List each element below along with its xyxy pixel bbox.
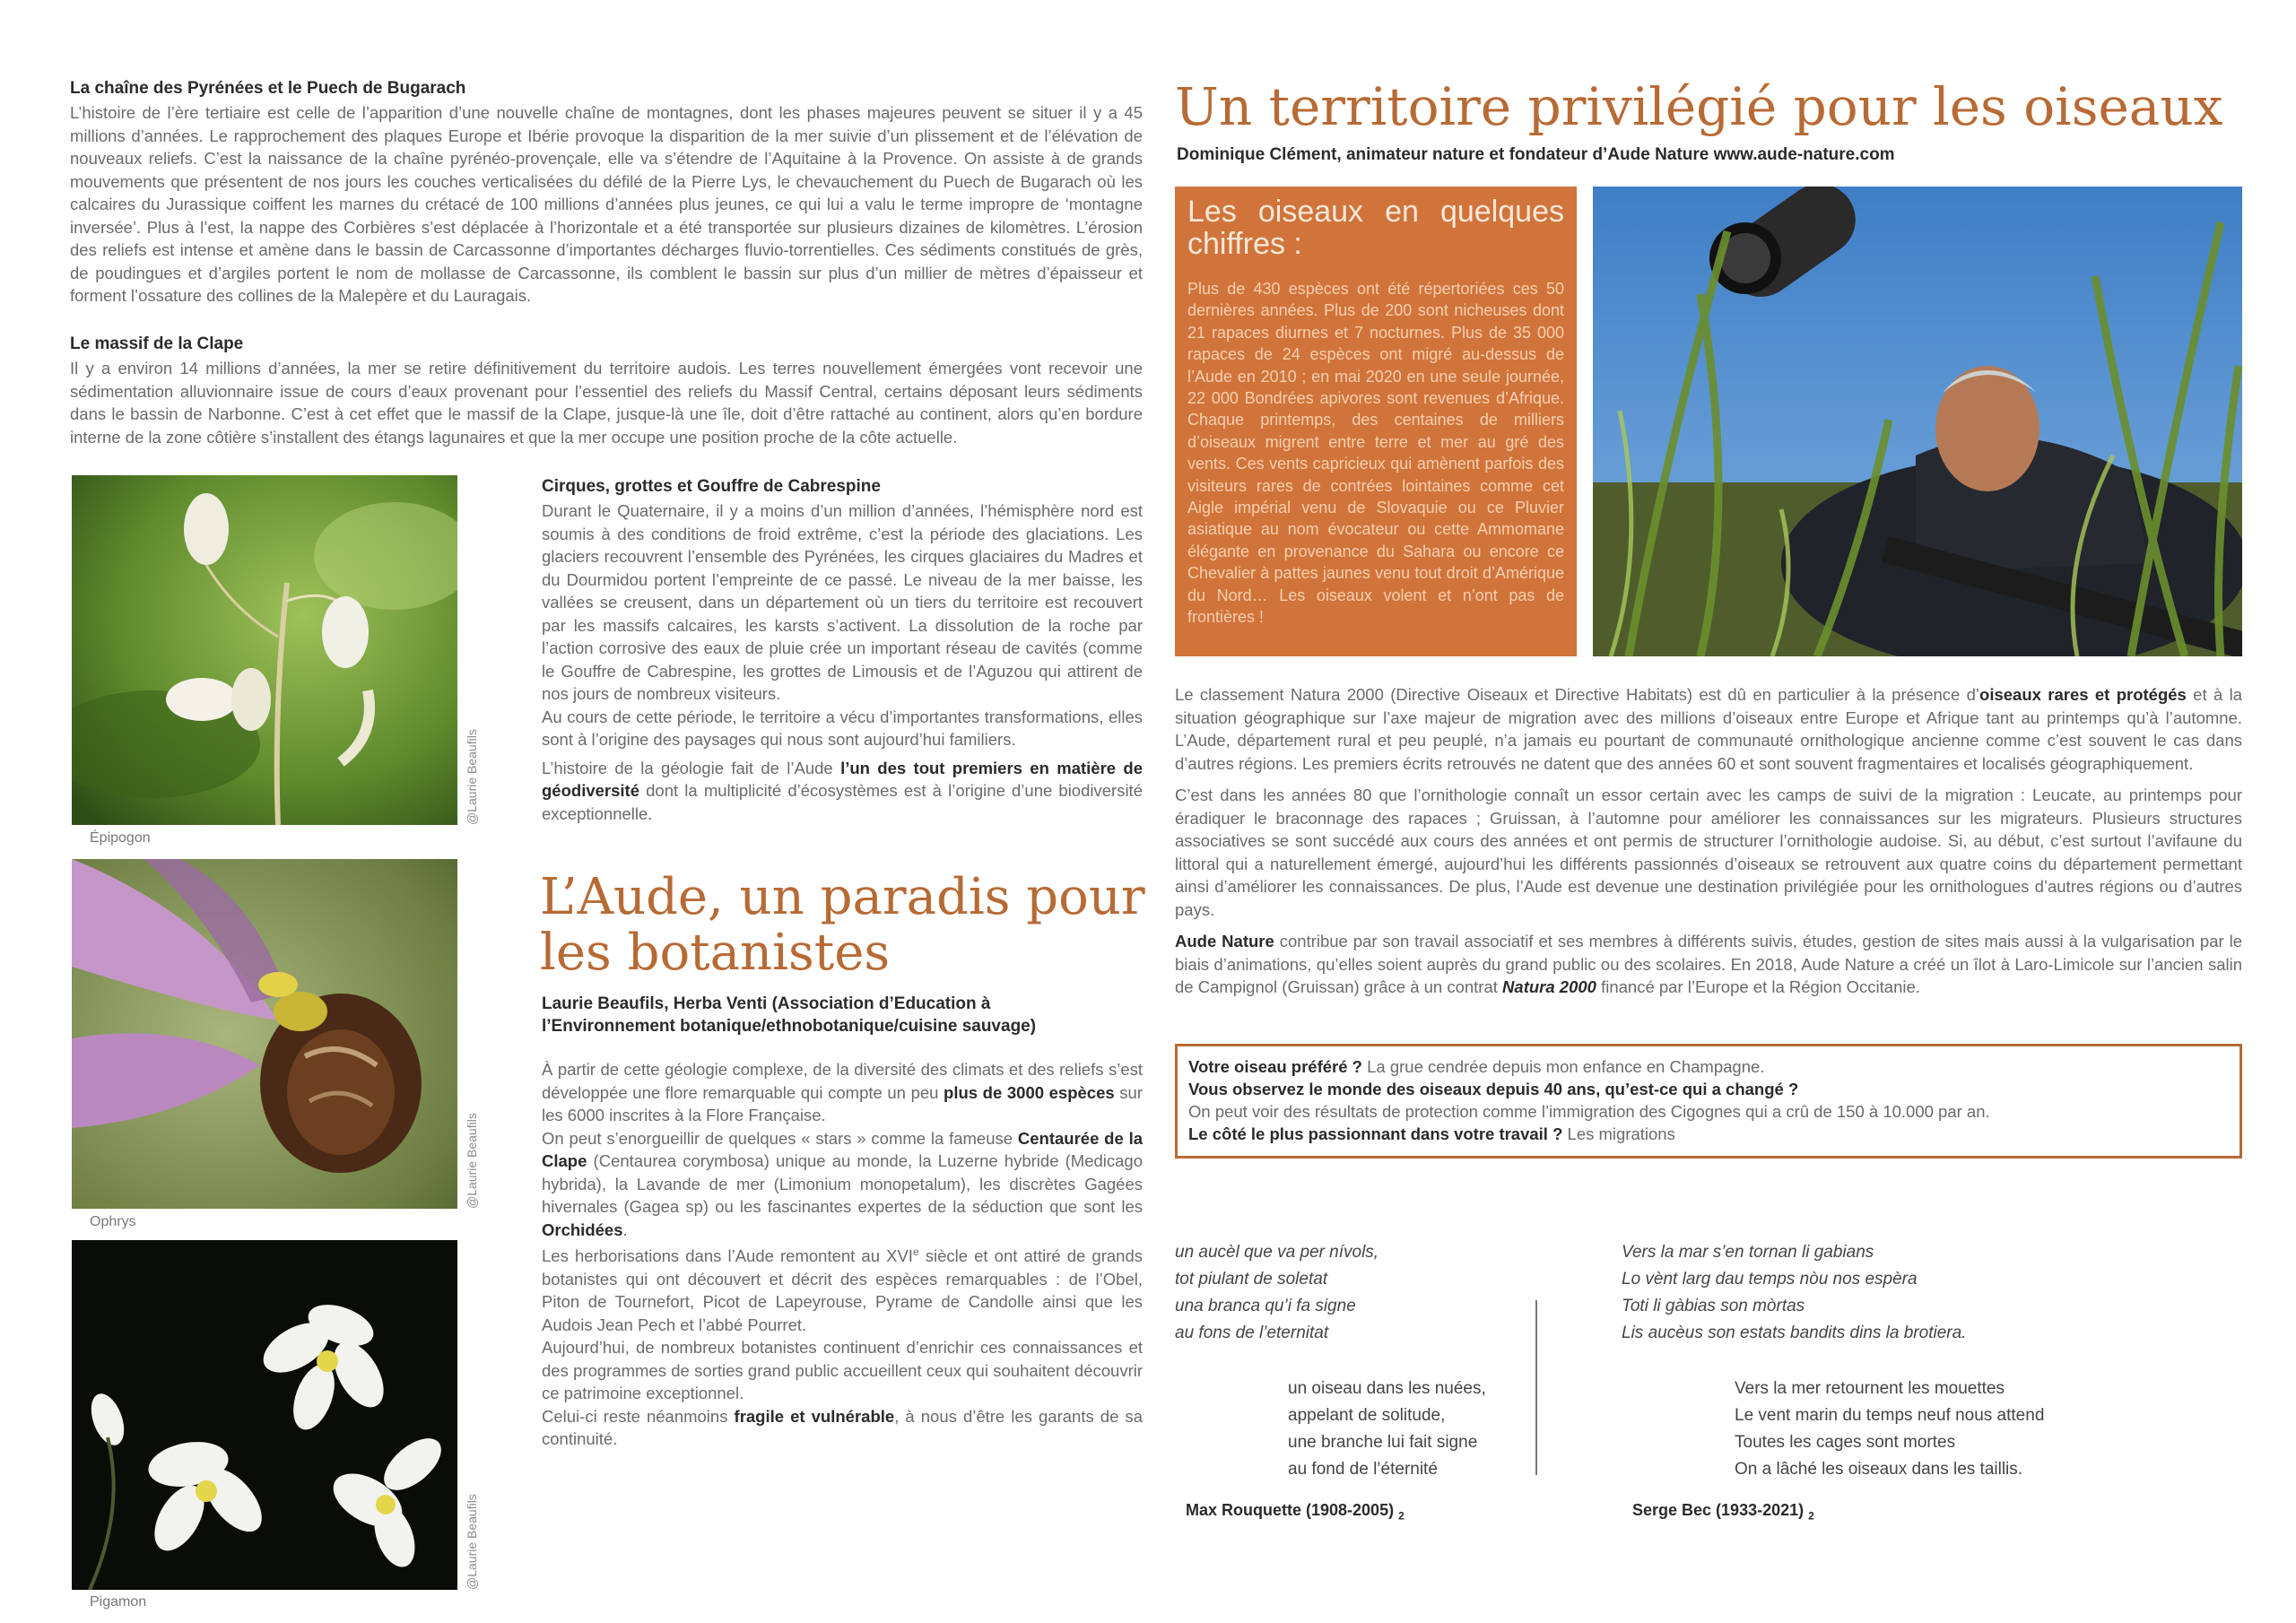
poem-divider	[1535, 1300, 1537, 1475]
section-clape	[70, 334, 1143, 448]
section-oiseaux-body	[1175, 683, 2242, 999]
poem-2-occitan: Vers la mar s’en tornan li gabians Lo vènt larg dau temps nòu nos espèra Toti li gàbias son mòrtas Lis aucèus son estats bandits dins la brotiera.	[1622, 1243, 1967, 1342]
text-oiseaux-2: C’est dans les années 80 que l’ornithologie connaît un essor certain avec les camps de suivi de la migration : Leucate, au printemps pour éradiquer le braconnage des rapaces ; Gruissan, à l’automne pour améliorer les connaissances sur les migrateurs. Plusieurs structures associatives se sont succédé aux cours des années et ont permis de structurer l’ornithologie audoise. Si, au début, c’est surtout l’avifaune du littoral qui a naturellement émergé, aujourd’hui les différents passionnés d’oiseaux se retrouvent aux quatre coins du département permettant ainsi d’améliorer les connaissances. De plus, l’Aude est devenue une destination privilégiée pour les ornithologues d’autres régions ou d’autres pays.	[1175, 785, 2242, 919]
qa-line-4: Le côté le plus passionnant dans votre travail ? Les migrations	[1188, 1124, 1675, 1143]
photo-pigamon	[72, 1240, 457, 1590]
qa-line-3: On peut voir des résultats de protection comme l’immigration des Cigognes qui a crû de 150 à 10.000 par an.	[1188, 1102, 1990, 1121]
qa-line-1: Votre oiseau préféré ? La grue cendrée depuis mon enfance en Champagne.	[1188, 1057, 1765, 1076]
section-botanistes-body	[542, 1058, 1143, 1451]
text-botanistes-4: Aujourd’hui, de nombreux botanistes continuent d’enrichir ces connaissances et des programmes de sorties grand public accueillent ceux qui souhaitent découvrir ce patrimoine exceptionnel.	[542, 1338, 1143, 1403]
text-cirques-3: L’histoire de la géologie fait de l’Aude l’un des tout premiers en matière de géodiversité dont la multiplicité d’écosystèmes est à l’origine d’une biodiversité exceptionnelle.	[542, 758, 1144, 823]
heading-cirques: Cirques, grottes et Gouffre de Cabrespine	[542, 477, 881, 496]
box-interview	[1175, 1044, 2242, 1159]
text-oiseaux-3: Aude Nature contribue par son travail associatif et ses membres à différents suivis, études, gestion de sites mais aussi à la vulgarisation par le biais d’animations, qu’elles soient auprès du grand public ou des scolaires. En 2018, Aude Nature a créé un îlot à Laro-Limicole sur l’ancien salin de Campignol (Gruissan) grâce à un contrat Natura 2000 financé par l’Europe et la Région Occitanie.	[1175, 932, 2242, 996]
text-oiseaux-1: Le classement Natura 2000 (Directive Oiseaux et Directive Habitats) est dû en particulier à la présence d’oiseaux rares et protégés et à la situation géographique sur l’axe majeur de migration avec des millions d’oiseaux entre Europe et Afrique tant au printemps qu’à l’automne. L’Aude, département rural et peu peuplé, n’a jamais eu pourtant de communauté ornithologique ancienne comme c’est souvent le cas dans d’autres régions. Les premiers écrits retrouvés ne datent que des années 60 et sont souvent fragmentaires et localisés géographiquement.	[1175, 685, 2242, 773]
poem-1-french: un oiseau dans les nuées, appelant de solitude, une branche lui fait signe au fond de l’éternité	[1288, 1379, 1486, 1479]
poem-2-author: Serge Bec (1933-2021) $_2$	[1632, 1501, 1814, 1523]
text-cirques-1: Durant le Quaternaire, il y a moins d’un million d’années, l’hémisphère nord est soumis à des conditions de froid extrême, c’est la période des glaciations. Les glaciers recouvrent l’ensemble des Pyrénées, les cirques glaciaires du Madres et du Dourmidou portent l’empreinte de ce passé. Le niveau de la mer baisse, les vallées se creusent, dans un département où un tiers du territoire est recouvert par les massifs calcaires, les karsts s’activent. La dissolution de la roche par l’action corrosive des eaux de pluie crée un important réseau de cavités (comme le Gouffre de Cabrespine, les grottes de Limousis et de l’Aguzou qui attirent de nos jours de nombreux visiteurs.	[542, 501, 1143, 703]
section-pyrenees	[70, 79, 1143, 308]
photo-ophrys	[72, 859, 457, 1209]
text-clape: Il y a environ 14 millions d’années, la mer se retire définitivement du territoire audois. Les terres nouvellement émergées vont recevoir une sédimentation alluvionnaire issue de cours d’eaux provenant pour l’essentiel des reliefs du Massif Central, certains déposant leurs sédiments dans le bassin de Narbonne. C’est à cet effet que le massif de la Clape, jusque-là une île, doit d’être rattaché au continent, alors qu’en bordure interne de la zone côtière s’installent des étangs lagunaires et que la mer occupe une position proche de la côte actuelle.	[70, 359, 1143, 447]
poem-1-occitan: un aucèl que va per nívols, tot piulant de soletat una branca qu’i fa signe au fons de l’eternitat	[1175, 1243, 1379, 1342]
byline-botanistes: Laurie Beaufils, Herba Venti (Association d’Education à l’Environnement botanique/ethnobotanique/cuisine sauvage)	[542, 994, 1037, 1036]
text-botanistes-1: À partir de cette géologie complexe, de la diversité des climats et des reliefs s’est développée une flore remarquable qui compte un peu plus de 3000 espèces sur les 6000 inscrites à la Flore Française.	[542, 1060, 1143, 1124]
heading-clape: Le massif de la Clape	[70, 334, 244, 353]
title-botanistes-line1: L’Aude, un paradis pour	[540, 868, 1145, 926]
box-chiffres	[1175, 187, 1577, 656]
caption-epipogon: Épipogon	[90, 830, 151, 846]
title-botanistes-line2: les botanistes	[540, 924, 891, 982]
text-cirques-2: Au cours de cette période, le territoire a vécu d’importantes transformations, elles sont à l’origine des paysages qui nous sont aujourd’hui familiers.	[542, 707, 1143, 749]
title-oiseaux: Un territoire privilégié pour les oiseaux	[1175, 76, 2223, 137]
credit-epipogon: @Laurie Beaufils	[465, 729, 479, 825]
box-chiffres-body: Plus de 430 espèces ont été répertoriées ces 50 dernières années. Plus de 200 sont nicheuses dont 21 rapaces diurnes et 7 nocturnes. Plus de 35 000 rapaces de 24 espèces ont migré au-dessus de l’Aude en 2010 ; en mai 2020 en une seule journée, 22 000 Bondrées apivores sont revenues d’Afrique. Chaque printemps, des centaines de milliers d’oiseaux migrent entre terre et mer au gré des vents. Ces vents capricieux qui amènent parfois des visiteurs rares de contrées lointaines comme cet Aigle impérial venu de Slovaquie ou ce Pluvier asiatique au nom évocateur ou cette Ammomane élégante en provenance du Sahara ou encore ce Chevalier à pattes jaunes venu tout droit d’Amérique du Nord… Les oiseaux volent et n’ont pas de frontières !	[1187, 280, 1564, 627]
caption-ophrys: Ophrys	[90, 1214, 136, 1229]
qa-line-2: Vous observez le monde des oiseaux depuis 40 ans, qu’est-ce qui a changé ?	[1188, 1080, 1799, 1098]
title-botanistes	[540, 870, 1150, 981]
byline-oiseaux: Dominique Clément, animateur nature et fondateur d’Aude Nature www.aude-nature.com	[1177, 145, 1895, 164]
text-botanistes-5: Celui-ci reste néanmoins fragile et vulnérable, à nous d’être les garants de sa continuité.	[542, 1406, 1143, 1449]
text-botanistes-3: Les herborisations dans l’Aude remontent au XVIe siècle et ont attiré de grands botanistes qui ont découvert et décrit des espèces remarquables : de l’Obel, Piton de Tournefort, Picot de Lapeyrouse, Pyrame de Candolle ainsi que les Audois Jean Pech et l’abbé Pourret.	[542, 1245, 1144, 1334]
text-botanistes-2: On peut s’enorgueillir de quelques « stars » comme la fameuse Centaurée de la Clape (Centaurea corymbosa) unique au monde, la Luzerne hybride (Medicago hybrida), la Lavande de mer (Limonium monopetalum), les discrètes Gagées hivernales (Gagea sp) ou les fascinantes expertes de la séduction que sont les Orchidées.	[542, 1128, 1144, 1239]
section-cirques	[542, 477, 1143, 825]
credit-pigamon: @Laurie Beaufils	[465, 1494, 479, 1590]
photo-ornithologue	[1593, 187, 2242, 656]
box-chiffres-heading: Les oiseaux en quelques chiffres :	[1187, 195, 1564, 261]
text-pyrenees: L’histoire de l’ère tertiaire est celle de l’apparition d’une nouvelle chaîne de montagnes, dont les phases majeures peuvent se situer il y a 45 millions d’années. Le rapprochement des plaques Europe et Ibérie provoque la disparition de la mer suivie d’un plissement et de l’élévation de nouveaux reliefs. C’est la naissance de la chaîne pyrénéo-provençale, elle va s’étendre de l’Aquitaine à la Provence. On assiste à de grands mouvements que présentent de nos jours les couches verticalisées du défilé de la Pierre Lys, le chevauchement du Puech de Bugarach où les calcaires du Jurassique coiffent les marnes du crétacé de 100 millions d’années plus jeunes, ce qui lui a valu le terme impropre de ‘montagne inversée’. Plus à l’est, la nappe des Corbières s’est déplacée à l’horizontale et a été transportée sur plusieurs dizaines de kilomètres. L’érosion des reliefs est intense et amène dans le bassin de Carcassonne d’importantes décharges fluvio-torrentielles. Ces sédiments constitués de grès, de poudingues et d’argiles portent le nom de mollasse de Carcassonne, ils comblent le bassin sur plus d’un millier de mètres d’épaisseur et forment l’ossature des collines de la Malepère et du Lauragais.	[70, 103, 1143, 305]
caption-pigamon: Pigamon	[90, 1594, 147, 1610]
poem-1-author: Max Rouquette (1908-2005) $_2$	[1186, 1501, 1405, 1523]
poem-2-french: Vers la mer retournent les mouettes Le vent marin du temps neuf nous attend Toutes les cages sont mortes On a lâché les oiseaux dans les taillis.	[1735, 1379, 2045, 1479]
photo-epipogon	[72, 475, 457, 825]
heading-pyrenees: La chaîne des Pyrénées et le Puech de Bugarach	[70, 79, 466, 98]
credit-ophrys: @Laurie Beaufils	[465, 1113, 479, 1209]
